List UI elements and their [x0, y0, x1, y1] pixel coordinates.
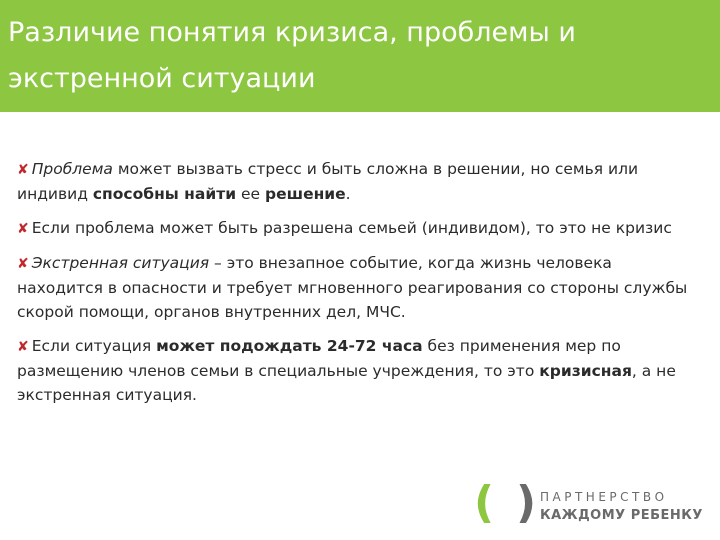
red-x-mark-icon: ✘	[17, 162, 29, 178]
logo-text-line2: КАЖДОМУ РЕБЕНКУ	[540, 508, 703, 523]
term-emergency: Экстренная ситуация	[31, 254, 210, 272]
emphasis-text: решение	[265, 185, 346, 203]
bullet-text: без применения мер по размещению членов семьи в специальные учреждения, то это	[17, 337, 621, 380]
bullet-list	[17, 157, 697, 417]
slide-title-line2: экстренной ситуации	[8, 63, 316, 94]
red-x-mark-icon: ✘	[17, 339, 29, 355]
bullet-item-emergency	[17, 251, 697, 324]
bullet-item-crisis	[17, 334, 697, 407]
bullet-text: .	[345, 185, 351, 203]
red-x-mark-icon: ✘	[17, 256, 29, 272]
logo-right-bracket-icon: )	[516, 477, 537, 528]
emphasis-text: способны найти	[92, 185, 237, 203]
bullet-item-not-crisis	[17, 216, 697, 241]
bullet-text: ее	[236, 185, 265, 203]
bullet-text: может вызвать стресс и быть сложна в решении, но семья или индивид	[17, 160, 639, 203]
title-bar	[0, 0, 720, 112]
bullet-item-problem	[17, 157, 697, 206]
bullet-text: Если проблема может быть разрешена семьей (индивидом), то это не кризис	[31, 219, 672, 237]
red-x-mark-icon: ✘	[17, 221, 29, 237]
emphasis-text: кризисная	[539, 362, 632, 380]
slide-title	[8, 10, 708, 102]
bullet-text: – это внезапное событие, когда жизнь человека находится в опасности и требует мгновенного реагирования со стороны службы скорой помощи, органов внутренних дел, МЧС.	[17, 254, 688, 321]
slide-title-line1: Различие понятия кризиса, проблемы и	[8, 17, 576, 48]
logo-left-bracket-icon: (	[474, 477, 495, 528]
logo-text-line1: ПАРТНЕРСТВО	[540, 490, 668, 504]
partnership-logo	[474, 477, 714, 532]
bullet-text: , а не экстренная ситуация.	[17, 362, 676, 404]
bullet-text: Если ситуация	[31, 337, 157, 355]
emphasis-text: может подождать 24-72 часа	[156, 337, 423, 355]
term-problem: Проблема	[31, 160, 113, 178]
